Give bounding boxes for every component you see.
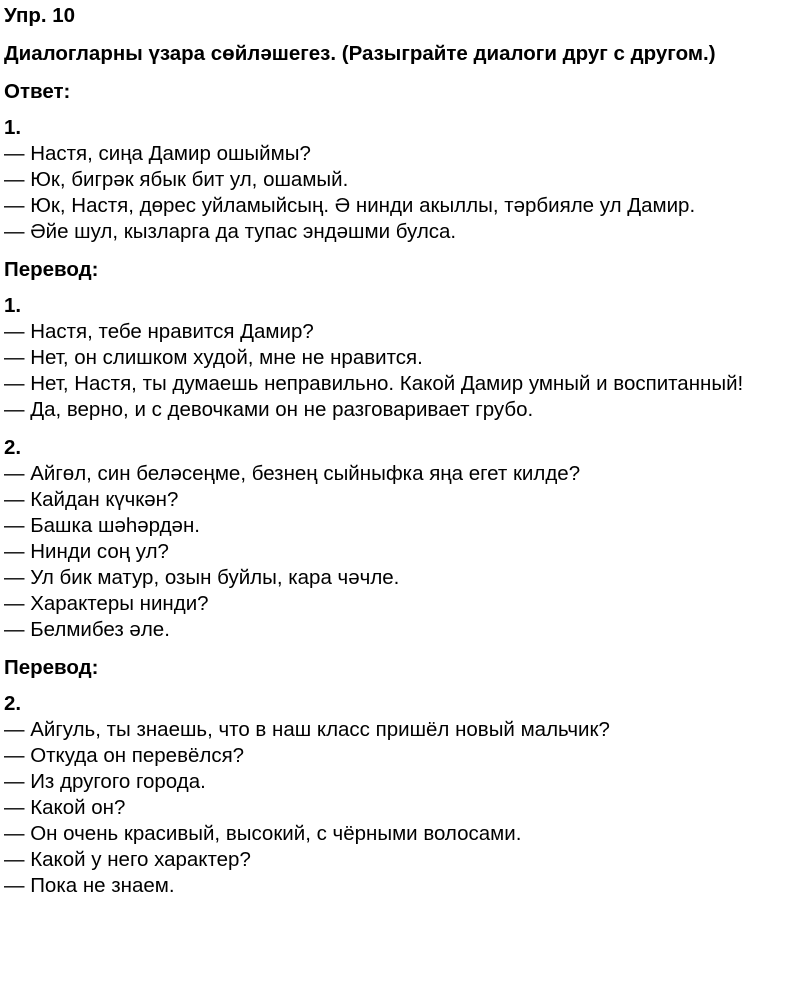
dialog-line: — Какой у него характер? (4, 848, 251, 871)
task-instruction: Диалогларны үзара сөйләшегез. (Разыграйте диалоги друг с другом.) (4, 42, 716, 65)
dialog-2-number: 2. (4, 436, 22, 459)
dialog-1-tatar (4, 141, 800, 245)
dialog-line: — Нет, он слишком худой, мне не нравится. (4, 346, 423, 369)
dialog-line: — Настя, сиңа Дамир ошыймы? (4, 142, 311, 165)
answer-heading: Ответ: (4, 80, 71, 103)
dialog-line: — Да, верно, и с девочками он не разговаривает грубо. (4, 398, 534, 421)
dialog-line: — Характеры нинди? (4, 592, 209, 615)
dialog-2-translation (4, 717, 800, 899)
dialog-1-translation (4, 319, 800, 423)
dialog-line: — Айгөл, син беләсеңме, безнең сыйныфка яңа егет килде? (4, 462, 581, 485)
dialog-line: — Нет, Настя, ты думаешь неправильно. Какой Дамир умный и воспитанный! (4, 372, 744, 395)
dialog-line: — Кайдан күчкән? (4, 488, 179, 511)
dialog-2-tatar (4, 461, 800, 643)
dialog-line: — Юк, бигрәк ябык бит ул, ошамый. (4, 168, 349, 191)
dialog-line: — Башка шәһәрдән. (4, 514, 200, 537)
dialog-line: — Айгуль, ты знаешь, что в наш класс пришёл новый мальчик? (4, 718, 610, 741)
dialog-line: — Настя, тебе нравится Дамир? (4, 320, 314, 343)
dialog-line: — Белмибез әле. (4, 618, 170, 641)
dialog-line: — Әйе шул, кызларга да тупас эндәшми булса. (4, 220, 457, 243)
dialog-line: — Нинди соң ул? (4, 540, 169, 563)
exercise-title: Упр. 10 (4, 4, 76, 27)
dialog-line: — Ул бик матур, озын буйлы, кара чәчле. (4, 566, 400, 589)
dialog-line: — Пока не знаем. (4, 874, 175, 897)
dialog-line: — Из другого города. (4, 770, 206, 793)
dialog-line: — Откуда он перевёлся? (4, 744, 245, 767)
translation-2-heading: Перевод: (4, 656, 99, 679)
translation-1-heading: Перевод: (4, 258, 99, 281)
dialog-line: — Какой он? (4, 796, 126, 819)
translation-1-number: 1. (4, 294, 22, 317)
dialog-1-number: 1. (4, 116, 22, 139)
dialog-line: — Он очень красивый, высокий, с чёрными волосами. (4, 822, 522, 845)
translation-2-number: 2. (4, 692, 22, 715)
dialog-line: — Юк, Настя, дөрес уйламыйсың. Ә нинди акыллы, тәрбияле ул Дамир. (4, 194, 696, 217)
